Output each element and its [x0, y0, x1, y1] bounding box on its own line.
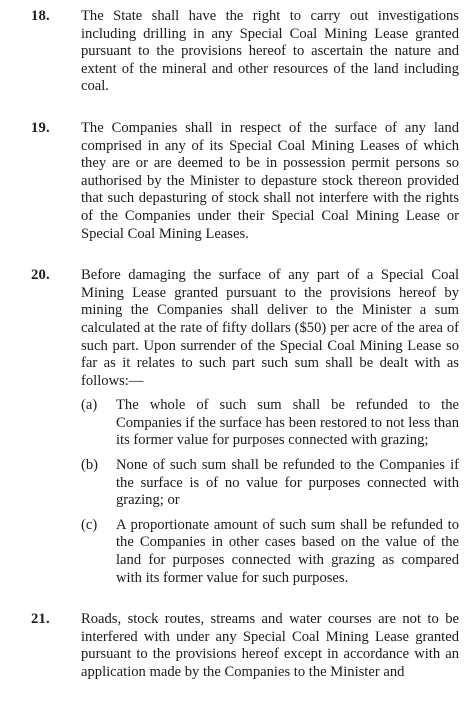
subclause-text: The whole of such sum shall be refunded to the Companies if the surface has been restored to not less than its former value for purposes connected with grazing;	[116, 397, 459, 449]
subclause-text: None of such sum shall be refunded to the Companies if the surface is of no value for purposes connected with grazing; or	[116, 457, 459, 509]
clause-text: Roads, stock routes, streams and water courses are not to be interfered with under any Special Coal Mining Lease granted pursuant to the provisions hereof except in accordance with an application made by the Companies to the Minister and	[81, 611, 459, 680]
subclause-text: A proportionate amount of such sum shall be refunded to the Companies in other cases based on the value of the land for purposes connected with grazing as compared with its former value for such purposes.	[116, 516, 459, 586]
clause-18	[0, 8, 465, 96]
clause-text: Before damaging the surface of any part of a Special Coal Mining Lease granted pursuant to the provisions hereof by mining the Companies shall deliver to the Minister a sum calculated at the rate of fifty dollars ($50) per acre of the area of such part. Upon surrender of the Special Coal Mining Lease so far as it relates to such part such sum shall be dealt with as follows:—	[81, 267, 459, 389]
subclause-label: (c)	[81, 516, 98, 533]
subclause-a	[81, 397, 459, 450]
clause-20	[0, 267, 465, 587]
subclause-label: (b)	[81, 457, 99, 474]
clause-19	[0, 120, 465, 243]
subclause-c	[81, 517, 459, 587]
clause-number: 20.	[31, 267, 50, 284]
clause-text: The State shall have the right to carry out investigations including drilling in any Special Coal Mining Lease granted pursuant to the provisions hereof to ascertain the nature and extent of the mineral and other resources of the land including coal.	[81, 8, 459, 95]
clause-21	[0, 611, 465, 681]
clause-number: 21.	[31, 611, 50, 628]
clause-number: 19.	[31, 119, 50, 136]
subclause-b	[81, 457, 459, 510]
clause-text: The Companies shall in respect of the surface of any land comprised in any of its Special Coal Mining Leases of which they are or are deemed to be in possession permit persons so authorised by the Minister to depasture stock thereon provided that such depasturing of stock shall not interfere with the rights of the Companies under their Special Coal Mining Lease or Special Coal Mining Leases.	[81, 119, 459, 242]
subclause-label: (a)	[81, 397, 98, 414]
document-body	[0, 8, 465, 706]
clause-number: 18.	[31, 8, 50, 24]
